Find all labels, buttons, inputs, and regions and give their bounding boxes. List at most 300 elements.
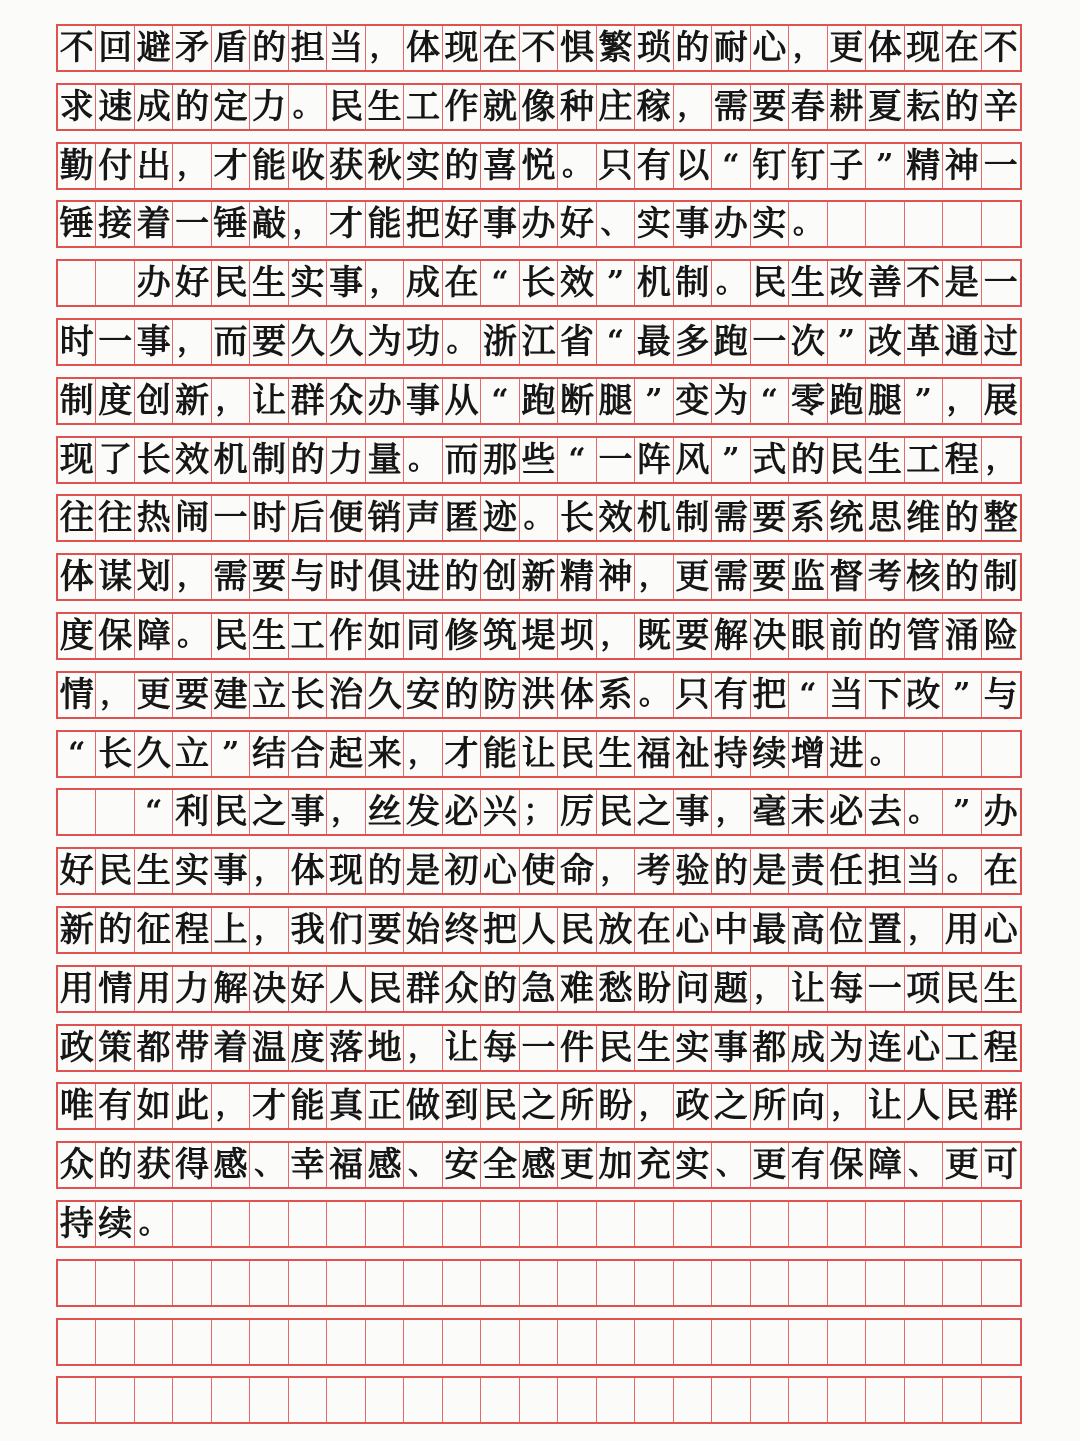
writing-row: [56, 1318, 1022, 1366]
grid-cell: 需: [712, 555, 750, 599]
grid-cell: ”: [905, 379, 943, 423]
grid-cell: 庄: [597, 85, 635, 129]
grid-cell: 制: [250, 438, 288, 482]
grid-cell: 是: [751, 849, 789, 893]
grid-cell: 障: [866, 1143, 904, 1187]
grid-cell: 的: [674, 26, 712, 70]
grid-cell: 阵: [635, 438, 673, 482]
grid-cell: 之: [712, 1084, 750, 1128]
writing-row: [56, 142, 1022, 190]
grid-cell: [250, 1378, 288, 1422]
grid-cell: 热: [135, 496, 173, 540]
grid-cell: “: [712, 144, 750, 188]
grid-cell: [173, 1261, 211, 1305]
grid-cell: 任: [828, 849, 866, 893]
grid-cell: [674, 1378, 712, 1422]
grid-cell: 、: [250, 1143, 288, 1187]
grid-cell: [135, 1320, 173, 1364]
grid-cell: [943, 1320, 981, 1364]
grid-cell: ，: [985, 441, 1016, 477]
grid-cell: 风: [674, 438, 712, 482]
grid-cell: 机: [635, 261, 673, 305]
grid-cell: [828, 1320, 866, 1364]
grid-cell: 全: [481, 1143, 519, 1187]
writing-row: [56, 671, 1022, 719]
grid-cell: 福: [327, 1143, 365, 1187]
grid-cell: [289, 1202, 327, 1246]
grid-cell: 监: [789, 555, 827, 599]
grid-cell: 江: [520, 320, 558, 364]
grid-cell: 使: [520, 849, 558, 893]
writing-row: [56, 1376, 1022, 1424]
grid-cell: 腿: [597, 379, 635, 423]
grid-cell: 都: [135, 1026, 173, 1070]
grid-cell: [366, 1320, 404, 1364]
grid-cell: 整: [983, 498, 1018, 539]
grid-cell: [751, 1320, 789, 1364]
grid-cell: 心: [674, 908, 712, 952]
grid-cell: 一: [866, 967, 904, 1011]
grid-cell: [635, 1378, 673, 1422]
grid-cell: [520, 1261, 558, 1305]
grid-cell: 效: [597, 496, 635, 540]
grid-cell: [481, 1378, 519, 1422]
grid-cell: 。: [558, 144, 596, 188]
grid-cell: 要: [366, 908, 404, 952]
grid-cell: 只: [597, 144, 635, 188]
grid-cell: 群: [289, 379, 327, 423]
grid-cell: 勤: [58, 144, 96, 188]
grid-cell: 命: [558, 849, 596, 893]
grid-cell: 、: [597, 202, 635, 246]
grid-cell: 连: [866, 1026, 904, 1070]
grid-cell: 耘: [905, 85, 943, 129]
grid-cell: 涌: [943, 614, 981, 658]
grid-cell: ，: [789, 26, 827, 70]
grid-cell: 久: [366, 673, 404, 717]
grid-cell: 好: [58, 849, 96, 893]
grid-cell: 更: [135, 673, 173, 717]
grid-cell: [327, 1261, 365, 1305]
grid-cell: ，: [327, 790, 365, 834]
grid-cell: [558, 1202, 596, 1246]
grid-cell: ，: [96, 673, 134, 717]
grid-cell: 政: [58, 1026, 96, 1070]
grid-cell: 幸: [289, 1143, 327, 1187]
grid-cell: ，: [404, 1026, 442, 1070]
grid-cell: 。: [635, 673, 673, 717]
grid-cell: 实: [404, 144, 442, 188]
grid-cell: 位: [828, 908, 866, 952]
grid-cell: 保: [828, 1143, 866, 1187]
grid-cell: 往: [58, 496, 96, 540]
grid-cell: 而: [212, 320, 250, 364]
grid-cell: 起: [327, 732, 365, 776]
grid-cell: 。: [943, 849, 981, 893]
grid-cell: 实: [173, 849, 211, 893]
grid-cell: 始: [404, 908, 442, 952]
grid-cell: 更: [943, 1143, 981, 1187]
grid-cell: 有: [635, 144, 673, 188]
writing-row: [56, 436, 1022, 484]
grid-cell: [828, 1378, 866, 1422]
grid-cell: 责: [789, 849, 827, 893]
grid-cell: 好: [289, 967, 327, 1011]
grid-cell: 悦: [520, 144, 558, 188]
grid-cell: 长: [289, 673, 327, 717]
grid-cell: ，: [905, 908, 943, 952]
grid-cell: 把: [481, 908, 519, 952]
grid-cell: 毫: [751, 790, 789, 834]
grid-cell: [289, 1320, 327, 1364]
grid-cell: [327, 1202, 365, 1246]
grid-cell: 合: [289, 732, 327, 776]
grid-cell: 、: [712, 1143, 750, 1187]
grid-cell: ，: [212, 1084, 250, 1128]
grid-cell: 工: [404, 85, 442, 129]
grid-cell: 稼: [635, 85, 673, 129]
grid-cell: 久: [327, 320, 365, 364]
grid-cell: 零: [789, 379, 827, 423]
grid-cell: 生: [866, 438, 904, 482]
grid-cell: 一: [212, 496, 250, 540]
grid-cell: 结: [250, 732, 288, 776]
grid-cell: 愁: [597, 967, 635, 1011]
grid-cell: [789, 1320, 827, 1364]
grid-cell: 终: [443, 908, 481, 952]
grid-cell: 事: [481, 202, 519, 246]
grid-cell: ，: [635, 555, 673, 599]
grid-cell: 群: [983, 1086, 1018, 1127]
grid-cell: “: [481, 379, 519, 423]
writing-row: [56, 494, 1022, 542]
writing-row: [56, 553, 1022, 601]
grid-cell: 发: [404, 790, 442, 834]
grid-cell: 心: [905, 1026, 943, 1070]
writing-row: [56, 318, 1022, 366]
grid-cell: 付: [96, 144, 134, 188]
grid-cell: [173, 1202, 211, 1246]
grid-cell: 回: [96, 26, 134, 70]
grid-cell: 要: [173, 673, 211, 717]
grid-cell: 去: [866, 790, 904, 834]
grid-cell: 实: [674, 1026, 712, 1070]
grid-cell: “: [789, 673, 827, 717]
grid-cell: 与: [983, 674, 1018, 715]
grid-cell: 前: [828, 614, 866, 658]
grid-cell: 民: [212, 261, 250, 305]
grid-cell: [250, 1320, 288, 1364]
grid-cell: 实: [751, 202, 789, 246]
grid-cell: 必: [828, 790, 866, 834]
grid-cell: 生: [250, 261, 288, 305]
grid-cell: 革: [905, 320, 943, 364]
grid-cell: [58, 1261, 96, 1305]
grid-cell: [327, 1320, 365, 1364]
grid-cell: 要: [250, 320, 288, 364]
grid-cell: 能: [366, 202, 404, 246]
grid-cell: 办: [712, 202, 750, 246]
grid-cell: ，: [943, 379, 981, 423]
grid-cell: 一: [983, 263, 1018, 304]
grid-cell: 在: [635, 908, 673, 952]
grid-cell: 洪: [520, 673, 558, 717]
grid-cell: 让: [866, 1084, 904, 1128]
grid-cell: 更: [828, 26, 866, 70]
grid-cell: 在: [943, 26, 981, 70]
grid-cell: 丝: [366, 790, 404, 834]
grid-cell: 神: [943, 144, 981, 188]
grid-cell: 改: [905, 673, 943, 717]
grid-cell: 如: [366, 614, 404, 658]
grid-cell: 作: [443, 85, 481, 129]
grid-cell: 实: [635, 202, 673, 246]
grid-cell: 秋: [366, 144, 404, 188]
grid-cell: 俱: [366, 555, 404, 599]
grid-cell: 程: [983, 1027, 1018, 1068]
grid-cell: [558, 1320, 596, 1364]
grid-cell: 需: [712, 496, 750, 540]
grid-cell: 好: [558, 202, 596, 246]
grid-cell: 把: [751, 673, 789, 717]
grid-cell: 人: [327, 967, 365, 1011]
grid-cell: 惧: [558, 26, 596, 70]
grid-cell: 生: [135, 849, 173, 893]
grid-cell: 思: [866, 496, 904, 540]
grid-cell: “: [751, 379, 789, 423]
grid-cell: 更: [558, 1143, 596, 1187]
grid-cell: 感: [520, 1143, 558, 1187]
grid-cell: 一: [173, 202, 211, 246]
grid-cell: 让: [789, 967, 827, 1011]
grid-cell: [866, 1261, 904, 1305]
grid-cell: 新: [58, 908, 96, 952]
grid-cell: 下: [866, 673, 904, 717]
grid-cell: ”: [828, 320, 866, 364]
grid-cell: [905, 1261, 943, 1305]
grid-cell: 为: [712, 379, 750, 423]
grid-cell: 众: [58, 1143, 96, 1187]
grid-cell: 神: [597, 555, 635, 599]
grid-cell: 精: [558, 555, 596, 599]
grid-cell: 用: [135, 967, 173, 1011]
grid-cell: 断: [558, 379, 596, 423]
grid-cell: 新: [520, 555, 558, 599]
writing-row: [56, 1082, 1022, 1130]
grid-cell: 的: [250, 26, 288, 70]
grid-cell: 为: [828, 1026, 866, 1070]
grid-cell: 让: [520, 732, 558, 776]
grid-cell: 。: [712, 261, 750, 305]
grid-cell: “: [135, 790, 173, 834]
grid-cell: 式: [751, 438, 789, 482]
grid-cell: [982, 202, 1020, 246]
grid-cell: 现: [443, 26, 481, 70]
grid-cell: 当: [828, 673, 866, 717]
grid-cell: 久: [135, 732, 173, 776]
grid-cell: 征: [135, 908, 173, 952]
grid-cell: ，: [173, 555, 211, 599]
grid-cell: [828, 1202, 866, 1246]
grid-cell: 考: [635, 849, 673, 893]
grid-cell: [751, 1378, 789, 1422]
grid-cell: 在: [481, 26, 519, 70]
grid-cell: [404, 1261, 442, 1305]
grid-cell: ”: [943, 673, 981, 717]
grid-cell: 事: [289, 790, 327, 834]
grid-cell: 通: [943, 320, 981, 364]
grid-cell: 生: [635, 1026, 673, 1070]
grid-cell: 跑: [828, 379, 866, 423]
grid-cell: 事: [404, 379, 442, 423]
grid-cell: 的: [443, 144, 481, 188]
grid-cell: 末: [789, 790, 827, 834]
grid-cell: 办: [983, 792, 1018, 833]
grid-cell: [443, 1320, 481, 1364]
grid-cell: ，: [597, 614, 635, 658]
grid-cell: 件: [558, 1026, 596, 1070]
grid-cell: ，: [250, 908, 288, 952]
grid-cell: 事: [674, 202, 712, 246]
grid-cell: 收: [289, 144, 327, 188]
grid-cell: 带: [173, 1026, 211, 1070]
grid-cell: 向: [789, 1084, 827, 1128]
grid-cell: [212, 1202, 250, 1246]
grid-cell: 修: [443, 614, 481, 658]
grid-cell: 每: [481, 1026, 519, 1070]
grid-cell: 众: [443, 967, 481, 1011]
grid-cell: [96, 1261, 134, 1305]
grid-cell: 展: [983, 380, 1018, 421]
grid-cell: 时: [327, 555, 365, 599]
grid-cell: 众: [327, 379, 365, 423]
grid-cell: 此: [173, 1084, 211, 1128]
grid-cell: 民: [212, 790, 250, 834]
grid-cell: 效: [558, 261, 596, 305]
grid-cell: 用: [58, 967, 96, 1011]
grid-cell: [789, 1261, 827, 1305]
grid-cell: 持: [58, 1202, 96, 1246]
grid-cell: 的: [366, 849, 404, 893]
grid-cell: 更: [751, 1143, 789, 1187]
grid-cell: 必: [443, 790, 481, 834]
grid-cell: 迹: [481, 496, 519, 540]
grid-cell: 最: [751, 908, 789, 952]
grid-cell: ”: [212, 732, 250, 776]
grid-cell: [520, 1320, 558, 1364]
grid-cell: [635, 1202, 673, 1246]
grid-cell: 盾: [212, 26, 250, 70]
grid-cell: [597, 1320, 635, 1364]
grid-cell: 些: [520, 438, 558, 482]
grid-cell: 得: [173, 1143, 211, 1187]
grid-cell: 民: [943, 967, 981, 1011]
grid-cell: [751, 1261, 789, 1305]
grid-cell: 解: [712, 614, 750, 658]
grid-cell: 就: [481, 85, 519, 129]
grid-cell: [905, 1202, 943, 1246]
grid-cell: 体: [58, 555, 96, 599]
grid-cell: 创: [135, 379, 173, 423]
grid-cell: [982, 1202, 1020, 1246]
grid-cell: 障: [135, 614, 173, 658]
grid-cell: 功: [404, 320, 442, 364]
grid-cell: 钉: [789, 144, 827, 188]
grid-cell: 民: [558, 908, 596, 952]
grid-cell: 放: [597, 908, 635, 952]
grid-cell: 生: [983, 968, 1018, 1009]
grid-cell: 维: [905, 496, 943, 540]
grid-cell: “: [58, 732, 96, 776]
grid-cell: [404, 1320, 442, 1364]
grid-cell: 才: [443, 732, 481, 776]
grid-cell: 多: [674, 320, 712, 364]
grid-cell: [635, 1320, 673, 1364]
writing-row: [56, 200, 1022, 248]
grid-cell: 上: [212, 908, 250, 952]
grid-cell: 解: [212, 967, 250, 1011]
grid-cell: 敲: [250, 202, 288, 246]
grid-cell: 体: [866, 26, 904, 70]
grid-cell: 安: [443, 1143, 481, 1187]
grid-cell: 锤: [212, 202, 250, 246]
grid-cell: ，: [828, 1084, 866, 1128]
grid-cell: 验: [674, 849, 712, 893]
grid-cell: [982, 732, 1020, 776]
grid-cell: 获: [327, 144, 365, 188]
grid-cell: 生: [597, 732, 635, 776]
grid-cell: 民: [751, 261, 789, 305]
grid-cell: 不: [983, 28, 1018, 68]
grid-cell: [751, 1202, 789, 1246]
grid-cell: 落: [327, 1026, 365, 1070]
grid-cell: 堤: [520, 614, 558, 658]
grid-cell: [327, 1378, 365, 1422]
grid-cell: [828, 202, 866, 246]
grid-cell: [443, 1261, 481, 1305]
grid-cell: ，: [250, 849, 288, 893]
grid-cell: 们: [327, 908, 365, 952]
grid-cell: 生: [789, 261, 827, 305]
writing-row: [56, 906, 1022, 954]
grid-cell: 度: [289, 1026, 327, 1070]
grid-cell: [712, 1202, 750, 1246]
grid-cell: 民: [597, 790, 635, 834]
grid-cell: 的: [481, 967, 519, 1011]
grid-cell: 事: [135, 320, 173, 364]
grid-cell: 力: [327, 438, 365, 482]
grid-cell: ，: [635, 1084, 673, 1128]
writing-row: [56, 377, 1022, 425]
grid-cell: 往: [96, 496, 134, 540]
grid-cell: 辛: [983, 86, 1018, 127]
grid-cell: ”: [597, 261, 635, 305]
grid-cell: [712, 1320, 750, 1364]
grid-cell: 力: [250, 85, 288, 129]
grid-cell: 。: [905, 790, 943, 834]
grid-cell: 要: [751, 496, 789, 540]
grid-cell: 只: [674, 673, 712, 717]
writing-row: [56, 965, 1022, 1013]
grid-cell: 当: [327, 26, 365, 70]
grid-cell: 一: [520, 1026, 558, 1070]
grid-cell: 新: [173, 379, 211, 423]
grid-cell: [674, 1320, 712, 1364]
grid-cell: ，: [289, 202, 327, 246]
grid-cell: 后: [289, 496, 327, 540]
grid-cell: 治: [327, 673, 365, 717]
grid-cell: 力: [173, 967, 211, 1011]
